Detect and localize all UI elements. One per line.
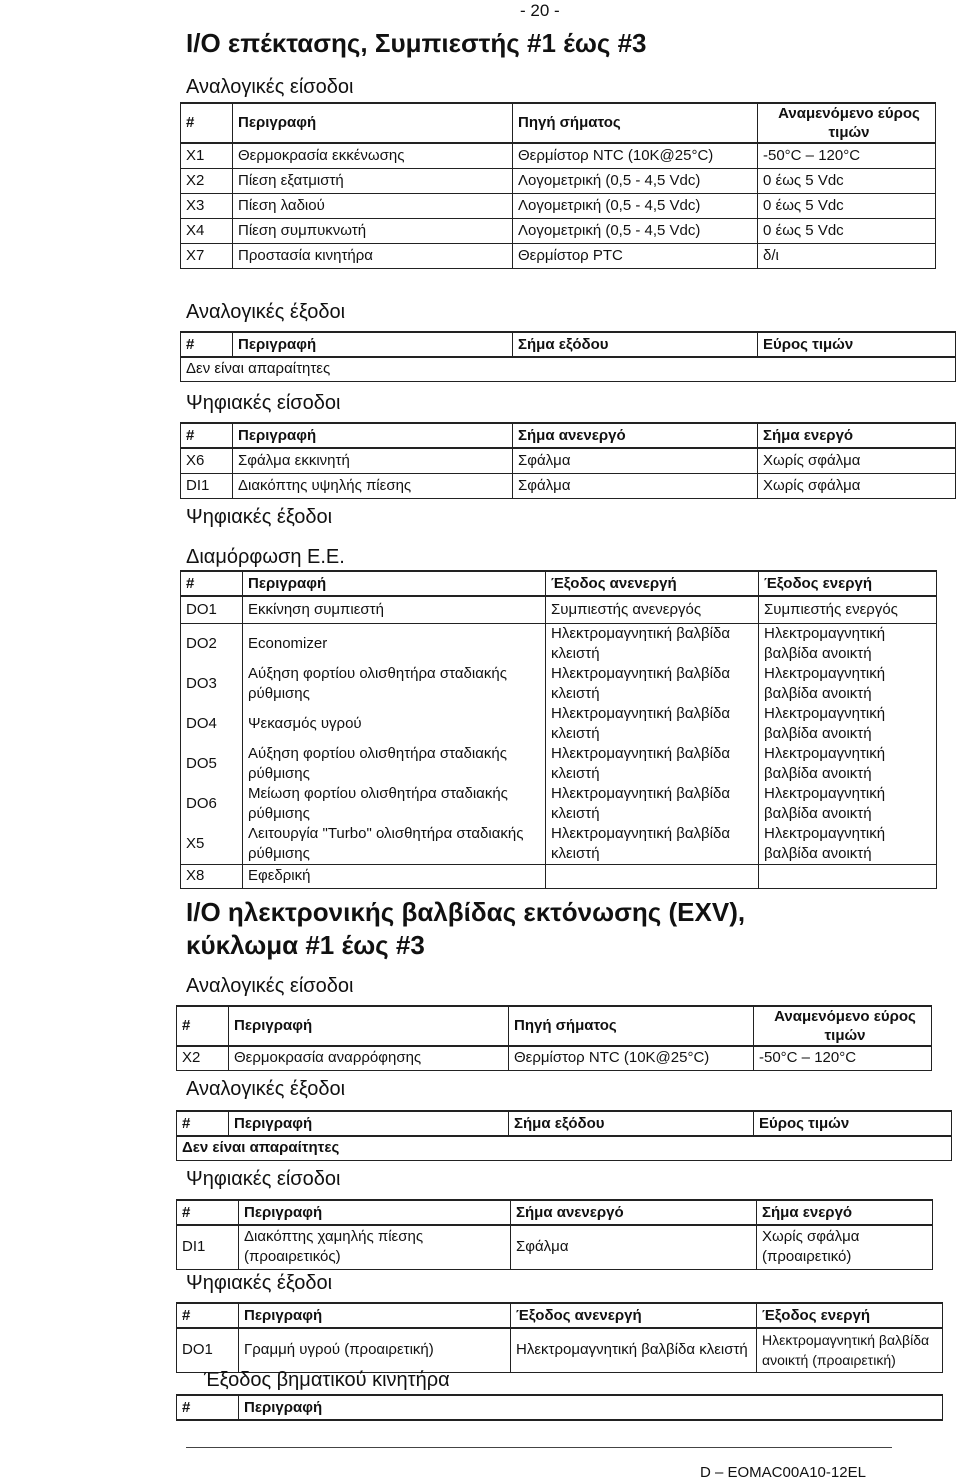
cell: Θερμίστορ NTC (10K@25°C) — [509, 1046, 754, 1070]
exv-analog-inputs-table — [176, 1005, 932, 1071]
cell: Ψεκασμός υγρού — [243, 704, 546, 744]
table-row — [181, 448, 956, 473]
header-cell: Αναμενόμενο εύρος τιμών — [754, 1006, 932, 1046]
header-cell: # — [181, 423, 233, 448]
cell: DI1 — [177, 1225, 239, 1269]
cell: DO3 — [181, 664, 243, 704]
analog-outputs-heading: Αναλογικές έξοδοι — [186, 301, 346, 323]
table-header-row — [181, 423, 956, 448]
cell: Ηλεκτρομαγνητική βαλβίδα κλειστή — [546, 704, 759, 744]
table-header-row — [181, 332, 956, 357]
header-cell: Περιγραφή — [239, 1395, 943, 1420]
header-cell: # — [177, 1111, 229, 1136]
cell — [759, 864, 937, 888]
cell: Αύξηση φορτίου ολισθητήρα σταδιακής ρύθμισης — [243, 744, 546, 784]
header-cell: # — [177, 1006, 229, 1046]
cell: Ηλεκτρομαγνητική βαλβίδα ανοικτή (προαιρετική) — [757, 1328, 943, 1372]
exv-digital-outputs-table — [176, 1302, 943, 1373]
table-header-row — [177, 1006, 932, 1046]
cell: X4 — [181, 218, 233, 243]
cell: X3 — [181, 193, 233, 218]
header-cell: Σήμα ενεργό — [757, 1200, 933, 1225]
cell: Ηλεκτρομαγνητική βαλβίδα ανοικτή — [759, 664, 937, 704]
header-cell: Περιγραφή — [233, 423, 513, 448]
cell: Ηλεκτρομαγνητική βαλβίδα κλειστή — [546, 623, 759, 664]
header-cell: # — [177, 1200, 239, 1225]
cell: X8 — [181, 864, 243, 888]
section-title: I/O επέκτασης, Συμπιεστής #1 έως #3 — [186, 28, 647, 58]
cell: Σφάλμα — [511, 1225, 757, 1269]
cell: Θερμοκρασία εκκένωσης — [233, 143, 513, 168]
cell: Λογομετρική (0,5 - 4,5 Vdc) — [513, 218, 758, 243]
exv-digital-inputs-table — [176, 1199, 933, 1270]
header-cell: # — [177, 1303, 239, 1328]
cell: Χωρίς σφάλμα (προαιρετικό) — [757, 1225, 933, 1269]
table-row — [181, 168, 936, 193]
cell: Αύξηση φορτίου ολισθητήρα σταδιακής ρύθμισης — [243, 664, 546, 704]
table-row — [181, 704, 937, 744]
header-cell: # — [177, 1395, 239, 1420]
header-cell: Έξοδος ανενεργή — [546, 571, 759, 596]
cell: Συμπιεστής ανενεργός — [546, 596, 759, 623]
cell: Πίεση συμπυκνωτή — [233, 218, 513, 243]
cell: Διακόπτης υψηλής πίεσης — [233, 473, 513, 498]
cell: X6 — [181, 448, 233, 473]
table-row — [181, 143, 936, 168]
digital-inputs-table — [180, 422, 956, 499]
table-row — [177, 1046, 932, 1070]
exv-analog-inputs-heading: Αναλογικές είσοδοι — [186, 975, 354, 997]
cell: Ηλεκτρομαγνητική βαλβίδα κλειστή — [546, 824, 759, 865]
cell: Λειτουργία "Turbo" ολισθητήρα σταδιακής ρύθμισης — [243, 824, 546, 865]
cell: Σφάλμα — [513, 473, 758, 498]
cell: DI1 — [181, 473, 233, 498]
table-header-row — [177, 1303, 943, 1328]
cell: Ηλεκτρομαγνητική βαλβίδα κλειστή — [546, 744, 759, 784]
table-header-row — [181, 571, 937, 596]
cell: Ηλεκτρομαγνητική βαλβίδα ανοικτή — [759, 824, 937, 865]
header-cell: # — [181, 103, 233, 143]
table-row — [181, 218, 936, 243]
cell: 0 έως 5 Vdc — [758, 168, 936, 193]
table-row — [181, 243, 936, 268]
cell: DO5 — [181, 744, 243, 784]
table-header-row — [181, 103, 936, 143]
cell: Πίεση λαδιού — [233, 193, 513, 218]
cell: Μείωση φορτίου ολισθητήρα σταδιακής ρύθμισης — [243, 784, 546, 824]
cell: Σφάλμα — [513, 448, 758, 473]
cell: Σφάλμα εκκινητή — [233, 448, 513, 473]
header-cell: Αναμενόμενο εύρος τιμών — [758, 103, 936, 143]
cell: X1 — [181, 143, 233, 168]
footer-divider — [186, 1447, 892, 1448]
cell: Προστασία κινητήρα — [233, 243, 513, 268]
cell: Ηλεκτρομαγνητική βαλβίδα κλειστή — [546, 664, 759, 704]
header-cell: Έξοδος ενεργή — [759, 571, 937, 596]
cell: Διακόπτης χαμηλής πίεσης (προαιρετικός) — [239, 1225, 511, 1269]
header-cell: Σήμα ανενεργό — [513, 423, 758, 448]
analog-inputs-table — [180, 102, 936, 269]
cell: Λογομετρική (0,5 - 4,5 Vdc) — [513, 193, 758, 218]
cell: Ηλεκτρομαγνητική βαλβίδα κλειστή — [546, 784, 759, 824]
cell: X2 — [181, 168, 233, 193]
cell: Εκκίνηση συμπιεστή — [243, 596, 546, 623]
header-cell: Περιγραφή — [229, 1111, 509, 1136]
stepper-output-table — [176, 1394, 943, 1421]
header-cell: Σήμα εξόδου — [513, 332, 758, 357]
analog-outputs-table — [180, 331, 956, 382]
cell: Θερμοκρασία αναρρόφησης — [229, 1046, 509, 1070]
header-cell: Σήμα εξόδου — [509, 1111, 754, 1136]
cell: -50°C – 120°C — [754, 1046, 932, 1070]
analog-inputs-heading: Αναλογικές είσοδοι — [186, 76, 354, 98]
cell: Economizer — [243, 623, 546, 664]
table-row — [181, 473, 956, 498]
header-cell: # — [181, 571, 243, 596]
digital-inputs-heading: Ψηφιακές είσοδοι — [186, 392, 341, 414]
cell: Ηλεκτρομαγνητική βαλβίδα ανοικτή — [759, 784, 937, 824]
exv-digital-inputs-heading: Ψηφιακές είσοδοι — [186, 1168, 341, 1190]
cell: Ηλεκτρομαγνητική βαλβίδα ανοικτή — [759, 744, 937, 784]
cell: Δεν είναι απαραίτητες — [181, 357, 956, 381]
header-cell: Έξοδος ανενεργή — [511, 1303, 757, 1328]
header-cell: Έξοδος ενεργή — [757, 1303, 943, 1328]
table-row — [181, 357, 956, 381]
cell — [546, 864, 759, 888]
cell: DO4 — [181, 704, 243, 744]
table-row — [181, 864, 937, 888]
table-row — [181, 596, 937, 623]
table-row — [177, 1225, 933, 1269]
table-header-row — [177, 1395, 943, 1420]
document-code: D – EOMAC00A10-12EL — [700, 1464, 866, 1481]
cell: Ηλεκτρομαγνητική βαλβίδα ανοικτή — [759, 623, 937, 664]
exv-analog-outputs-table — [176, 1110, 952, 1161]
cell: 0 έως 5 Vdc — [758, 193, 936, 218]
cell: DO6 — [181, 784, 243, 824]
cell: Συμπιεστής ενεργός — [759, 596, 937, 623]
cell: X5 — [181, 824, 243, 865]
header-cell: Σήμα ενεργό — [758, 423, 956, 448]
cell: DO1 — [177, 1328, 239, 1372]
header-cell: Πηγή σήματος — [509, 1006, 754, 1046]
table-row — [181, 623, 937, 664]
header-cell: Περιγραφή — [229, 1006, 509, 1046]
table-row — [181, 824, 937, 865]
cell: Λογομετρική (0,5 - 4,5 Vdc) — [513, 168, 758, 193]
table-row — [177, 1328, 943, 1372]
cell: Δεν είναι απαραίτητες — [177, 1136, 952, 1160]
header-cell: Περιγραφή — [243, 571, 546, 596]
table-header-row — [177, 1200, 933, 1225]
page-number: - 20 - — [520, 1, 560, 20]
cell: Εφεδρική — [243, 864, 546, 888]
cell: Ηλεκτρομαγνητική βαλβίδα κλειστή — [511, 1328, 757, 1372]
header-cell: Περιγραφή — [239, 1200, 511, 1225]
header-cell: Περιγραφή — [239, 1303, 511, 1328]
cell: DO2 — [181, 623, 243, 664]
cell: 0 έως 5 Vdc — [758, 218, 936, 243]
digital-outputs-subheading: Διαμόρφωση Ε.Ε. — [186, 546, 345, 568]
header-cell: # — [181, 332, 233, 357]
cell: Πίεση εξατμιστή — [233, 168, 513, 193]
table-row — [181, 784, 937, 824]
table-header-row — [177, 1111, 952, 1136]
cell: Χωρίς σφάλμα — [758, 448, 956, 473]
header-cell: Εύρος τιμών — [754, 1111, 952, 1136]
header-cell: Περιγραφή — [233, 103, 513, 143]
cell: Γραμμή υγρού (προαιρετική) — [239, 1328, 511, 1372]
cell: DO1 — [181, 596, 243, 623]
header-cell: Πηγή σήματος — [513, 103, 758, 143]
digital-outputs-table — [180, 570, 937, 889]
section-title-line1: I/O ηλεκτρονικής βαλβίδας εκτόνωσης (EXV), — [186, 897, 746, 927]
header-cell: Περιγραφή — [233, 332, 513, 357]
cell: -50°C – 120°C — [758, 143, 936, 168]
cell: Ηλεκτρομαγνητική βαλβίδα ανοικτή — [759, 704, 937, 744]
cell: X7 — [181, 243, 233, 268]
section-title-line2: κύκλωμα #1 έως #3 — [186, 930, 425, 960]
stepper-output-heading: Έξοδος βηματικού κινητήρα — [204, 1369, 450, 1391]
cell: Θερμίστορ PTC — [513, 243, 758, 268]
exv-digital-outputs-heading: Ψηφιακές έξοδοι — [186, 1272, 333, 1294]
cell: Χωρίς σφάλμα — [758, 473, 956, 498]
header-cell: Εύρος τιμών — [758, 332, 956, 357]
exv-analog-outputs-heading: Αναλογικές έξοδοι — [186, 1078, 346, 1100]
cell: X2 — [177, 1046, 229, 1070]
table-row — [181, 193, 936, 218]
cell: δ/ι — [758, 243, 936, 268]
header-cell: Σήμα ανενεργό — [511, 1200, 757, 1225]
digital-outputs-heading: Ψηφιακές έξοδοι — [186, 506, 333, 528]
cell: Θερμίστορ NTC (10K@25°C) — [513, 143, 758, 168]
table-row — [181, 744, 937, 784]
table-row — [177, 1136, 952, 1160]
table-row — [181, 664, 937, 704]
